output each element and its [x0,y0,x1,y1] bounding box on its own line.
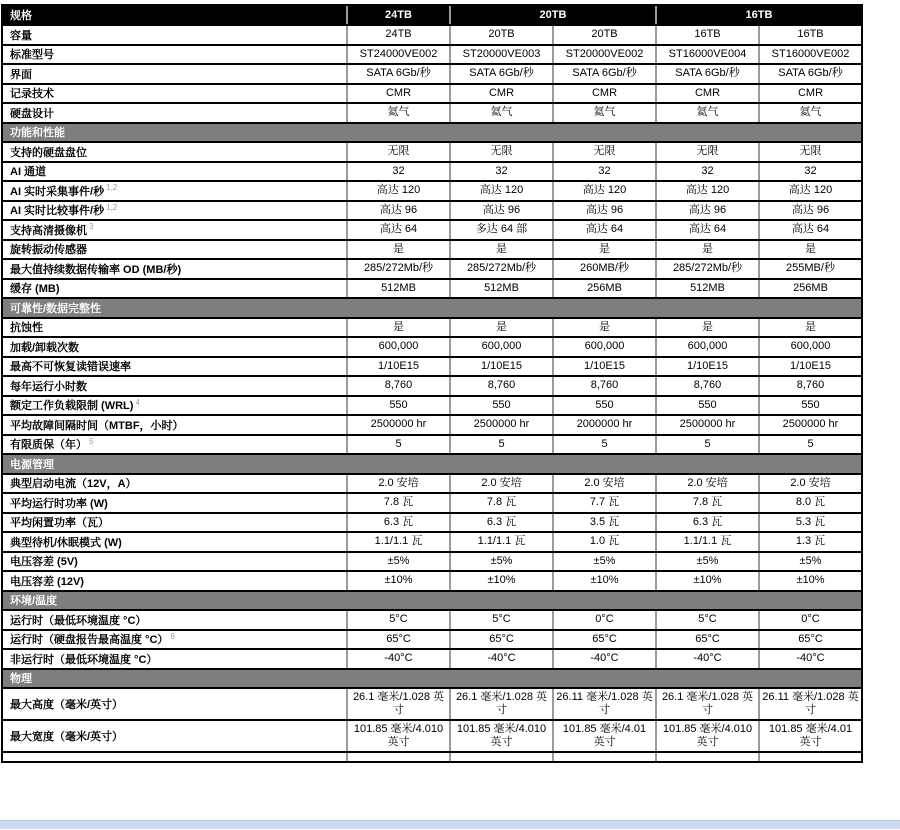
spec-value-cell: 1.1/1.1 瓦 [346,533,449,551]
row-label [3,104,346,122]
spec-value-cell: 285/272Mb/秒 [346,260,449,278]
spec-value-cell: 是 [449,241,552,259]
row-label-text: 支持的硬盘盘位 [10,146,87,159]
spec-value-cell: 550 [552,397,655,415]
row-label-text: 典型待机/休眠模式 (W) [10,536,122,549]
spec-row [3,260,861,280]
spec-value-cell: ±5% [346,553,449,571]
spec-value-cell: 是 [552,241,655,259]
spec-value-cell: 7.7 瓦 [552,494,655,512]
row-label [3,689,346,719]
spec-value-cell: 5.3 瓦 [758,514,861,532]
spec-value-cell: 8,760 [655,377,758,395]
row-label [3,260,346,278]
section-header-row: 环境/温度 [3,592,861,612]
row-label-text: 最大值持续数据传输率 OD (MB/秒) [10,263,182,276]
row-label-text: 支持高清摄像机 [10,224,87,237]
spec-value-cell: 512MB [449,280,552,298]
spec-value-cell: 2500000 hr [346,416,449,434]
spec-row [3,572,861,592]
spec-value-cell: 5 [552,436,655,454]
spec-value-cell: 是 [449,319,552,337]
spec-value-cell: 2.0 安培 [758,475,861,493]
spec-value-cell: 16TB [655,26,758,44]
spec-value-cell: 26.11 毫米/1.028 英寸 [552,689,655,719]
spec-value-cell: 0°C [758,611,861,629]
section-header-row: 物理 [3,670,861,690]
spec-value-cell: 无限 [758,143,861,161]
spec-value-cell: 550 [655,397,758,415]
row-label [3,533,346,551]
section-header-row: 可靠性/数据完整性 [3,299,861,319]
spec-row [3,26,861,46]
spec-value-cell: 氦气 [346,104,449,122]
row-label [3,143,346,161]
spec-value-cell: 1.1/1.1 瓦 [449,533,552,551]
row-label [3,553,346,571]
spec-value-cell: 1/10E15 [552,358,655,376]
row-label [3,631,346,649]
spec-row [3,241,861,261]
row-label-text: 平均闲置功率（瓦） [10,517,109,530]
spec-value-cell: 5 [655,436,758,454]
spec-value-cell: 1/10E15 [758,358,861,376]
spec-value-cell: 是 [655,319,758,337]
spec-value-cell: 高达 96 [346,202,449,220]
spec-row [3,436,861,456]
row-label-text: 最高不可恢复读错误速率 [10,361,131,374]
spec-value-cell: 65°C [758,631,861,649]
spec-value-cell: ±5% [758,553,861,571]
spec-value-cell: CMR [346,85,449,103]
spec-row [3,46,861,66]
spec-value-cell: 3.5 瓦 [552,514,655,532]
spec-value-cell: 2.0 安培 [346,475,449,493]
row-label [3,377,346,395]
spec-value-cell: ST20000VE003 [449,46,552,64]
spec-value-cell: ±10% [758,572,861,590]
spec-table-body [3,26,861,753]
spec-value-cell: 高达 120 [655,182,758,200]
spec-value-cell: ±5% [655,553,758,571]
spec-value-cell: 600,000 [346,338,449,356]
spec-value-cell: 550 [346,397,449,415]
spec-value-cell: 285/272Mb/秒 [449,260,552,278]
spec-value-cell: 65°C [655,631,758,649]
spec-value-cell: 101.85 毫米/4.010 英寸 [449,721,552,751]
row-label-text: 电压容差 (12V) [10,575,84,588]
spec-value-cell: 1/10E15 [449,358,552,376]
spec-value-cell: 高达 96 [655,202,758,220]
spec-value-cell: 101.85 毫米/4.010 英寸 [655,721,758,751]
row-label [3,753,346,761]
spec-row [3,280,861,300]
spec-value-cell: CMR [758,85,861,103]
spec-value-cell: 高达 96 [552,202,655,220]
spec-value-cell: 5°C [655,611,758,629]
spec-value-cell: 是 [655,241,758,259]
row-label [3,650,346,668]
spec-value-cell: -40°C [655,650,758,668]
footnote-marker: 4 [135,397,140,407]
row-label [3,358,346,376]
spec-value-cell: 1.3 瓦 [758,533,861,551]
spec-value-cell: 高达 64 [552,221,655,239]
spec-value-cell: 5 [346,436,449,454]
spec-header-groups [346,6,861,24]
spec-row [3,319,861,339]
row-label [3,436,346,454]
row-label-text: AI 实时比较事件/秒 [10,205,105,218]
spec-value-cell: 高达 120 [346,182,449,200]
row-label-text: 有限质保（年） [10,439,87,452]
row-label-text: 容量 [10,29,32,42]
row-label [3,85,346,103]
spec-value-cell: 256MB [552,280,655,298]
spec-value-cell: 512MB [346,280,449,298]
spec-value-cell: 32 [449,163,552,181]
spec-value-cell: 101.85 毫米/4.010 英寸 [346,721,449,751]
spec-value-cell: 600,000 [449,338,552,356]
spec-value-cell: 1.0 瓦 [552,533,655,551]
row-label-text: 平均运行时功率 (W) [10,497,108,510]
spec-value-cell: 5 [758,436,861,454]
spec-value-cell: 26.1 毫米/1.028 英寸 [346,689,449,719]
spec-value-cell: 600,000 [655,338,758,356]
spec-value-cell: 65°C [552,631,655,649]
row-label [3,721,346,751]
spec-value-cell: CMR [552,85,655,103]
spec-value-cell: 8,760 [449,377,552,395]
spec-value-cell: 高达 96 [758,202,861,220]
spec-value-cell: SATA 6Gb/秒 [758,65,861,83]
spec-value-cell: 2.0 安培 [449,475,552,493]
bottom-highlight-bar [0,820,900,829]
spec-value-cell: 6.3 瓦 [346,514,449,532]
spec-value-cell: 无限 [346,143,449,161]
spec-value-cell: 65°C [449,631,552,649]
spec-value-cell: 1.1/1.1 瓦 [655,533,758,551]
spec-value-cell: 高达 64 [346,221,449,239]
row-label [3,221,346,239]
spec-row [3,721,861,753]
spec-value-cell [758,753,861,761]
row-label [3,572,346,590]
row-label [3,163,346,181]
spec-value-cell [655,753,758,761]
row-label-text: AI 通道 [10,166,47,179]
spec-value-cell [346,753,449,761]
spec-value-cell: 26.1 毫米/1.028 英寸 [655,689,758,719]
spec-row [3,514,861,534]
spec-value-cell: ST20000VE002 [552,46,655,64]
row-label-text: 缓存 (MB) [10,283,60,296]
row-label [3,26,346,44]
spec-header-label: 规格 [10,10,32,22]
spec-row [3,689,861,721]
spec-value-cell: ST16000VE004 [655,46,758,64]
spec-value-cell: 550 [758,397,861,415]
spec-value-cell: 是 [552,319,655,337]
spec-value-cell: ±10% [655,572,758,590]
spec-value-cell: 7.8 瓦 [346,494,449,512]
spec-table-header-row [3,6,861,26]
spec-value-cell: 255MB/秒 [758,260,861,278]
spec-value-cell: 5°C [449,611,552,629]
spec-value-cell: 是 [758,319,861,337]
row-label [3,494,346,512]
row-label-text: 最大宽度（毫米/英寸） [10,731,124,743]
row-label-text: 硬盘设计 [10,107,54,120]
spec-value-cell [552,753,655,761]
spec-value-cell: 65°C [346,631,449,649]
spec-value-cell: 高达 64 [655,221,758,239]
spec-value-cell: 8,760 [346,377,449,395]
spec-row [3,163,861,183]
row-label [3,611,346,629]
spec-value-cell: 氦气 [552,104,655,122]
row-label [3,182,346,200]
spec-value-cell: 高达 64 [758,221,861,239]
row-label-text: 电压容差 (5V) [10,556,78,569]
spec-value-cell: 7.8 瓦 [449,494,552,512]
row-label [3,514,346,532]
row-label-text: 每年运行小时数 [10,380,87,393]
spec-value-cell: 20TB [552,26,655,44]
spec-row [3,182,861,202]
spec-value-cell: 26.1 毫米/1.028 英寸 [449,689,552,719]
spec-value-cell: ST24000VE002 [346,46,449,64]
spec-row [3,377,861,397]
footnote-marker: 6 [170,631,175,641]
spec-value-cell: 高达 96 [449,202,552,220]
spec-row [3,221,861,241]
spec-row [3,202,861,222]
spec-value-cell: 无限 [655,143,758,161]
spec-value-cell: CMR [449,85,552,103]
spec-value-cell: 20TB [449,26,552,44]
spec-value-cell: ST16000VE002 [758,46,861,64]
spec-value-cell: SATA 6Gb/秒 [655,65,758,83]
header-capacity-16TB: 16TB [655,6,861,24]
spec-value-cell: 1/10E15 [655,358,758,376]
spec-row [3,494,861,514]
spec-row [3,553,861,573]
row-label [3,416,346,434]
row-label [3,397,346,415]
spec-value-cell: 是 [346,319,449,337]
spec-value-cell: 101.85 毫米/4.01 英寸 [552,721,655,751]
spec-row [3,416,861,436]
spec-row [3,397,861,417]
row-label-text: 运行时（硬盘报告最高温度 °C） [10,634,169,647]
section-header-row: 电源管理 [3,455,861,475]
spec-value-cell: 8,760 [552,377,655,395]
row-label-text: 非运行时（最低环境温度 °C） [10,653,158,666]
row-label-text: 运行时（最低环境温度 °C） [10,614,147,627]
spec-value-cell: ±5% [552,553,655,571]
spec-value-cell: 6.3 瓦 [655,514,758,532]
row-label [3,241,346,259]
spec-value-cell: 氦气 [449,104,552,122]
spec-value-cell: 5°C [346,611,449,629]
spec-value-cell: 8,760 [758,377,861,395]
row-label-text: 记录技术 [10,88,54,101]
spec-value-cell: 285/272Mb/秒 [655,260,758,278]
row-label-text: 加载/卸载次数 [10,341,80,354]
row-label-text: 典型启动电流（12V，A） [10,478,137,491]
spec-value-cell [449,753,552,761]
spec-value-cell: 高达 120 [552,182,655,200]
row-label-text: 界面 [10,68,32,81]
spec-value-cell: SATA 6Gb/秒 [346,65,449,83]
spec-value-cell: 101.85 毫米/4.01 英寸 [758,721,861,751]
spec-value-cell: CMR [655,85,758,103]
section-header-row: 功能和性能 [3,124,861,144]
spec-value-cell: 2500000 hr [758,416,861,434]
spec-value-cell: 26.11 毫米/1.028 英寸 [758,689,861,719]
spec-value-cell: 高达 120 [449,182,552,200]
spec-value-cell: 高达 120 [758,182,861,200]
footnote-marker: 5 [89,436,94,446]
spec-value-cell: 5 [449,436,552,454]
spec-table [1,4,863,763]
spec-value-cell: 24TB [346,26,449,44]
spec-value-cell: 2.0 安培 [655,475,758,493]
spec-value-cell: SATA 6Gb/秒 [552,65,655,83]
spec-value-cell: 2500000 hr [449,416,552,434]
spec-value-cell: 2500000 hr [655,416,758,434]
spec-value-cell: 是 [346,241,449,259]
spec-value-cell: ±5% [449,553,552,571]
spec-value-cell: 600,000 [552,338,655,356]
row-label [3,65,346,83]
spec-value-cell: -40°C [449,650,552,668]
spec-value-cell: SATA 6Gb/秒 [449,65,552,83]
spec-row [3,85,861,105]
spec-value-cell: 氦气 [655,104,758,122]
spec-value-cell: 1/10E15 [346,358,449,376]
spec-value-cell: ±10% [449,572,552,590]
row-label [3,202,346,220]
partial-next-row [3,753,861,761]
spec-row [3,143,861,163]
footnote-marker: 3 [89,222,94,232]
spec-value-cell: -40°C [552,650,655,668]
spec-value-cell: 多达 64 部 [449,221,552,239]
spec-value-cell: 32 [655,163,758,181]
row-label [3,46,346,64]
row-label-text: 抗蚀性 [10,322,43,335]
spec-value-cell: 550 [449,397,552,415]
row-label-text: AI 实时采集事件/秒 [10,185,105,198]
row-label [3,475,346,493]
spec-value-cell: 7.8 瓦 [655,494,758,512]
spec-row [3,631,861,651]
spec-value-cell: -40°C [346,650,449,668]
spec-row [3,650,861,670]
spec-row [3,338,861,358]
spec-value-cell: -40°C [758,650,861,668]
spec-value-cell: 2000000 hr [552,416,655,434]
row-label-text: 标准型号 [10,49,54,62]
spec-value-cell: ±10% [552,572,655,590]
spec-row [3,533,861,553]
row-label [3,319,346,337]
spec-value-cell: 512MB [655,280,758,298]
spec-value-cell: 260MB/秒 [552,260,655,278]
spec-value-cell: 256MB [758,280,861,298]
spec-value-cell: 6.3 瓦 [449,514,552,532]
footnote-marker: 1,2 [106,183,118,193]
spec-value-cell: 无限 [552,143,655,161]
header-capacity-24TB: 24TB [346,6,449,24]
spec-value-cell: 2.0 安培 [552,475,655,493]
spec-value-cell: 32 [758,163,861,181]
row-label-text: 旋转振动传感器 [10,244,87,257]
spec-row [3,65,861,85]
spec-row [3,104,861,124]
spec-value-cell: 600,000 [758,338,861,356]
row-label [3,338,346,356]
header-capacity-20TB: 20TB [449,6,655,24]
spec-value-cell: 8.0 瓦 [758,494,861,512]
spec-row [3,475,861,495]
spec-value-cell: 无限 [449,143,552,161]
spec-value-cell: ±10% [346,572,449,590]
spec-value-cell: 16TB [758,26,861,44]
row-label-text: 平均故障间隔时间（MTBF，小时） [10,419,184,432]
spec-value-cell: 0°C [552,611,655,629]
row-label-text: 额定工作负载限制 (WRL) [10,400,134,413]
row-label-text: 最大高度（毫米/英寸） [10,699,124,711]
spec-row [3,611,861,631]
spec-value-cell: 32 [346,163,449,181]
spec-value-cell: 32 [552,163,655,181]
spec-row [3,358,861,378]
spec-value-cell: 氦气 [758,104,861,122]
spec-value-cell: 是 [758,241,861,259]
row-label [3,280,346,298]
footnote-marker: 1,2 [106,202,118,212]
